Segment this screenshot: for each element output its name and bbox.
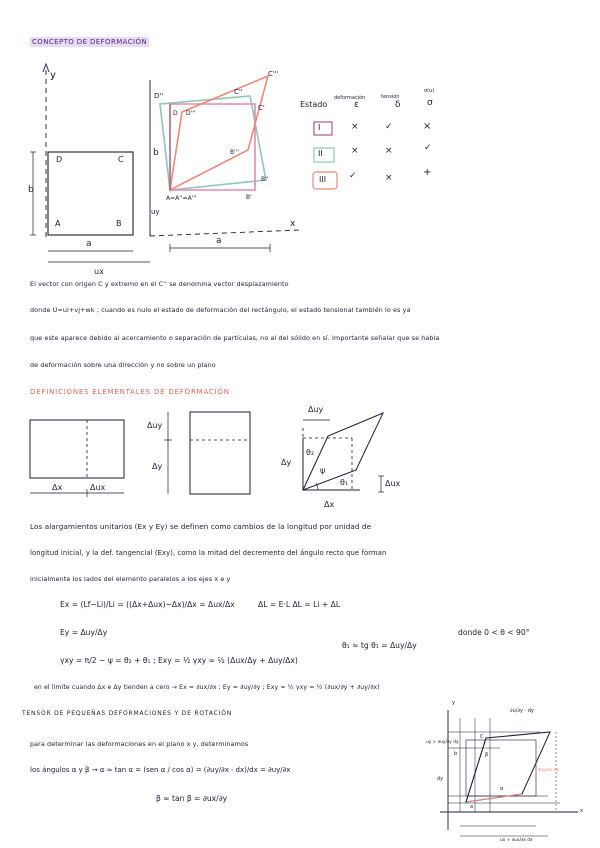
row-2-c1: × <box>351 146 359 156</box>
label-c2: C'' <box>234 88 243 96</box>
fig3-side-label: ∂uy/∂x dx <box>538 768 559 773</box>
eq-gxy: γxy = π/2 − ψ = θ₂ + θ₁ ; Exy = ½ γxy ≈ ½ (Δux/Δy + Δuy/Δx) <box>60 656 298 665</box>
table-tension-header: tensión <box>381 94 400 100</box>
label-b1: B' <box>246 194 252 201</box>
fig3-b: b <box>454 751 458 757</box>
row-2-label: II <box>318 149 323 158</box>
fig2-duy-top: Δuy <box>308 405 324 414</box>
fig3-left-label: uy + ∂uy/∂y dy <box>426 740 459 745</box>
eq-limit: en el límite cuando Δx e Δy tienden a cero → Ex = ∂ux/∂x ; Ey = ∂uy/∂y ; Exy = ½ γxy = ½ (∂ux/∂y + ∂uy/∂x) <box>34 684 380 691</box>
dim-a-label: a <box>86 239 92 249</box>
row-3-label: III <box>319 175 327 184</box>
row-1-c1: × <box>351 122 359 132</box>
fig3-x: x <box>580 808 583 814</box>
label-d2: D'' <box>154 92 164 100</box>
label-b2: B'' <box>261 176 269 183</box>
paragraph2-line1: Los alargamientos unitarios (Ex y Ey) se definen como cambios de la longitud por unidad de <box>30 522 372 531</box>
axis-y-label: y <box>50 70 56 81</box>
heading-concept: CONCEPTO DE DEFORMACIÓN <box>32 38 148 46</box>
table-estado-header: Estado <box>300 100 328 109</box>
fig3-bottom-label: ux + ∂ux/∂x dx <box>500 838 533 843</box>
eq-ey: Ey = Δuy/Δy <box>60 628 108 637</box>
fig3-y: y <box>452 700 455 706</box>
symbol-epsilon: ε <box>354 100 359 110</box>
fig3-dy: dy <box>437 776 444 782</box>
eq-beta: β ≈ tan β = ∂ux/∂y <box>156 794 228 803</box>
right-b-label: b <box>153 148 159 158</box>
paragraph2-line3: inicialmente los lados del elemento paralelos a los ejes x e y <box>30 575 231 583</box>
paragraph1-line1: El vector con origen C y extremo en el C'' se denomina vector desplazamiento <box>30 280 289 288</box>
row-3-c3: + <box>423 167 432 178</box>
row-2-c3: ✓ <box>424 143 432 153</box>
eq-ex-side: ΔL = E·L ΔL = Li + ΔL <box>258 600 341 609</box>
paragraph1-line3: que este aparece debido al acercamiento o separación de partículas, no al del sólido en sí. Importante señalar que se habla <box>30 334 440 342</box>
fig3-a: a <box>470 804 474 810</box>
ux-label: ux <box>94 267 104 276</box>
corner-b: B <box>116 219 122 228</box>
eq-ex: Ex = (Lf−Li)/Li = ((Δx+Δux)−Δx)/Δx = Δux/Δx <box>60 600 235 609</box>
label-b3: B''' <box>230 149 240 156</box>
label-d3: D''' <box>186 110 196 117</box>
uy-label: uy <box>151 208 160 216</box>
fig3-alpha: α <box>500 786 504 792</box>
fig3-beta: β <box>485 752 489 758</box>
paragraph1-line4: de deformación sobre una dirección y no sobre un plano <box>30 361 216 369</box>
symbol-delta: δ <box>395 100 401 110</box>
fig2-dy: Δy <box>152 462 163 471</box>
row-3-c2: × <box>385 173 393 183</box>
row-1-c3: × <box>423 121 432 132</box>
label-d: D <box>173 110 178 117</box>
fig2-dx-bottom: Δx <box>324 500 335 509</box>
paragraph1-line2: donde U=ui+vj+wk ; cuando es nulo el estado de deformación del rectángulo, el estado tensional también lo es ya <box>30 306 411 314</box>
fig2-theta2: θ₂ <box>306 448 315 457</box>
eq-angles-intro: para determinar las deformaciones en el plano x y, determinamos <box>30 740 249 748</box>
row-2-c2: × <box>385 146 393 156</box>
fig2-dx: Δx <box>52 483 63 492</box>
right-a-label: a <box>216 236 222 246</box>
label-c1: C' <box>258 104 265 112</box>
eq-angles: los ángulos α y β → α ≈ tan α = (sen α / cos α) = (∂uy/∂x · dx)/dx = ∂uy/∂x <box>30 766 291 774</box>
corner-a: A <box>55 219 61 228</box>
fig2-duy: Δuy <box>147 421 163 430</box>
row-1-label: I <box>318 123 321 132</box>
fig2-dux-right: Δux <box>385 479 401 488</box>
table-sigma-unit: σ(u) <box>424 88 435 94</box>
corner-c: C <box>118 155 124 164</box>
eq-theta-range: donde 0 < θ < 90° <box>458 628 530 637</box>
symbol-sigma: σ <box>427 98 433 108</box>
heading-small-def: TENSOR DE PEQUEÑAS DEFORMACIONES Y DE ROTACIÓN <box>22 710 233 717</box>
eq-theta-side: θ₁ ≈ tg θ₁ = Δuy/Δy <box>342 641 417 650</box>
fig2-dux: Δux <box>90 483 106 492</box>
label-c3: C''' <box>268 70 279 78</box>
fig2-psi: ψ <box>320 466 326 475</box>
fig3-top-label: ∂u/∂y · dy <box>510 708 534 714</box>
side-b-label: b <box>28 185 34 195</box>
row-1-c2: ✓ <box>385 122 393 132</box>
fig2-theta1: θ₁ <box>340 478 349 487</box>
table-def-header: deformación <box>334 95 366 101</box>
corner-d: D <box>56 155 63 164</box>
x-axis-label: x <box>290 219 296 229</box>
heading-definitions: DEFINICIONES ELEMENTALES DE DEFORMACIÓN <box>30 388 230 396</box>
label-a: A=A''=A''' <box>166 195 197 202</box>
fig2-dy2: Δy <box>281 458 292 467</box>
row-3-c1: ✓ <box>349 171 357 181</box>
fig3-c: C <box>480 734 484 740</box>
paragraph2-line2: longitud inicial, y la def. tangencial (Exy), como la mitad del decremento del ángulo recto que forman <box>30 549 387 557</box>
